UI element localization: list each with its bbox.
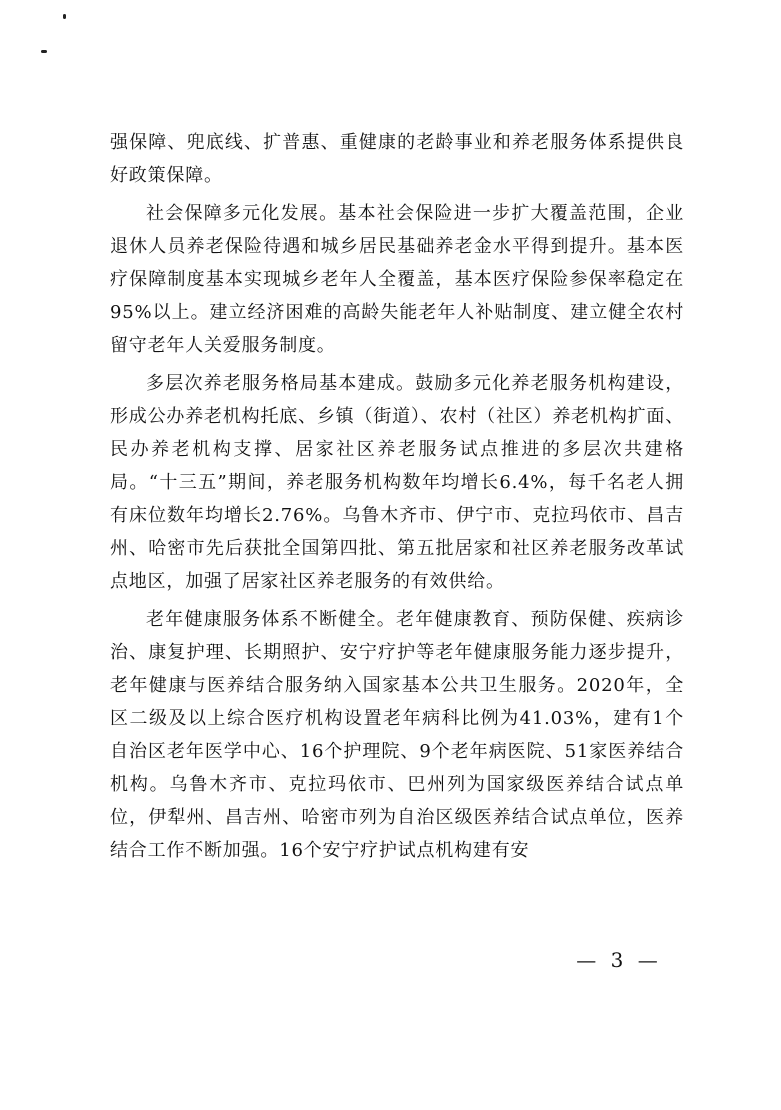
scan-speck [41, 50, 47, 53]
paragraph-lead: 老年健康服务体系不断健全。 [146, 609, 396, 630]
paragraph-elderly-care-services [110, 367, 684, 598]
document-body [110, 126, 684, 867]
paragraph-continuation [110, 126, 684, 192]
paragraph-text: 老年健康教育、预防保健、疾病诊治、康复护理、长期照护、安宁疗护等老年健康服务能力逐步提升，老年健康与医养结合服务纳入国家基本公共卫生服务。2020年，全区二级及以上综合医疗机构设置老年病科比例为41.03%，建有1个自治区老年医学中心、16个护理院、9个老年病医院、51家医养结合机构。乌鲁木齐市、克拉玛依市、巴州列为国家级医养结合试点单位，伊犁州、昌吉州、哈密市列为自治区级医养结合试点单位，医养结合工作不断加强。16个安宁疗护试点机构建有安 [110, 609, 684, 861]
scan-speck [63, 14, 66, 19]
paragraph-lead: 多层次养老服务格局基本建成。 [146, 373, 416, 394]
paragraph-elderly-health [110, 603, 684, 867]
page-number: — 3 — [576, 948, 662, 972]
paragraph-social-security [110, 197, 684, 362]
paragraph-text: 基本社会保险进一步扩大覆盖范围，企业退休人员养老保险待遇和城乡居民基础养老金水平得到提升。基本医疗保障制度基本实现城乡老年人全覆盖，基本医疗保险参保率稳定在95%以上。建立经济困难的高龄失能老年人补贴制度、建立健全农村留守老年人关爱服务制度。 [110, 203, 684, 356]
paragraph-lead: 社会保障多元化发展。 [146, 203, 339, 224]
paragraph-text: 鼓励多元化养老服务机构建设，形成公办养老机构托底、乡镇（街道）、农村（社区）养老机构扩面、民办养老机构支撑、居家社区养老服务试点推进的多层次共建格局。“十三五”期间，养老服务机构数年均增长6.4%，每千名老人拥有床位数年均增长2.76%。乌鲁木齐市、伊宁市、克拉玛依市、昌吉州、哈密市先后获批全国第四批、第五批居家和社区养老服务改革试点地区，加强了居家社区养老服务的有效供给。 [110, 373, 684, 592]
paragraph-text: 强保障、兜底线、扩普惠、重健康的老龄事业和养老服务体系提供良好政策保障。 [110, 132, 684, 186]
